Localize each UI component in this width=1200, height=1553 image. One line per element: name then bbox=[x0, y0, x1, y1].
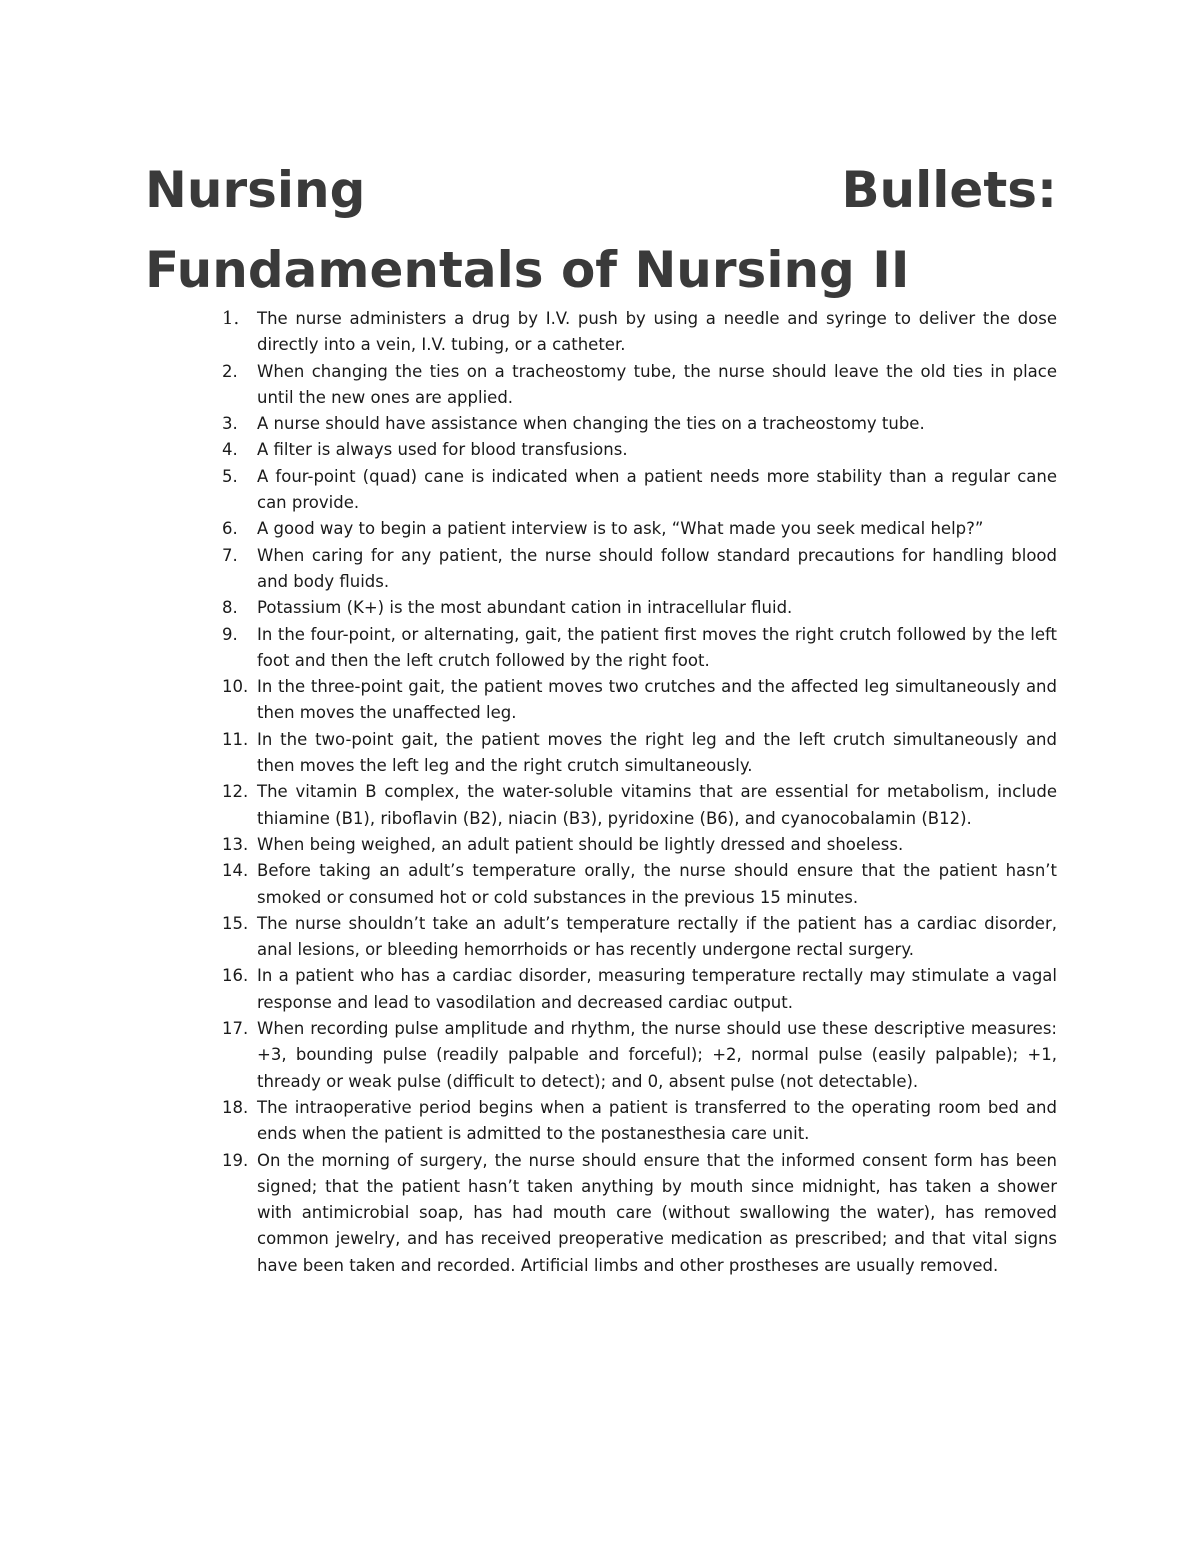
list-item bbox=[145, 543, 1057, 596]
list-item bbox=[145, 1095, 1057, 1148]
item-number: 1. bbox=[222, 308, 240, 329]
list-item bbox=[145, 411, 1057, 437]
item-number: 5. bbox=[222, 466, 238, 486]
item-number: 14. bbox=[222, 861, 249, 881]
bullet-list bbox=[145, 306, 1057, 1279]
list-item bbox=[145, 832, 1057, 858]
item-text: In the four-point, or alternating, gait, the patient first moves the right crutch followed by the left foot and then the left crutch followed by the right foot. bbox=[257, 624, 1057, 670]
item-number: 16. bbox=[222, 966, 249, 986]
item-text: When being weighed, an adult patient should be lightly dressed and shoeless. bbox=[257, 834, 904, 854]
item-text: On the morning of surgery, the nurse should ensure that the informed consent form has been signed; that the patient hasn’t taken anything by mouth since midnight, has taken a shower with antimicrobial soap, has had mouth care (without swallowing the water), has removed common jewelry, and has received preoperative medication as prescribed; and that vital signs have been taken and recorded. Artificial limbs and other prostheses are usually removed. bbox=[257, 1150, 1057, 1275]
document-body bbox=[145, 306, 1057, 1279]
item-text: A four-point (quad) cane is indicated when a patient needs more stability than a regular cane can provide. bbox=[257, 466, 1057, 513]
list-item bbox=[145, 622, 1057, 675]
item-text: When recording pulse amplitude and rhythm, the nurse should use these descriptive measures: +3, bounding pulse (readily palpable and forceful); +2, normal pulse (easily palpable); +1, thready or weak pulse (difficult to detect); and 0, absent pulse (not detectable). bbox=[257, 1019, 1057, 1091]
item-text: The nurse administers a drug by I.V. push by using a needle and syringe to deliver the dose directly into a vein, I.V. tubing, or a catheter. bbox=[257, 309, 1057, 355]
list-item bbox=[145, 359, 1057, 412]
list-item bbox=[145, 595, 1057, 621]
item-text: A filter is always used for blood transfusions. bbox=[257, 440, 628, 460]
item-number: 7. bbox=[222, 545, 238, 565]
item-number: 2. bbox=[222, 361, 238, 381]
list-item bbox=[145, 1016, 1057, 1095]
item-text: The vitamin B complex, the water-soluble vitamins that are essential for metabolism, include thiamine (B1), riboflavin (B2), niacin (B3), pyridoxine (B6), and cyanocobalamin (B12). bbox=[257, 782, 1057, 828]
list-item bbox=[145, 516, 1057, 542]
title-line-1 bbox=[145, 150, 1057, 230]
list-item bbox=[145, 779, 1057, 832]
item-number: 9. bbox=[222, 624, 238, 644]
item-text: The nurse shouldn’t take an adult’s temperature rectally if the patient has a cardiac disorder, anal lesions, or bleeding hemorrhoids or has recently undergone rectal surgery. bbox=[257, 913, 1057, 960]
item-number: 10. bbox=[222, 677, 249, 697]
item-text: A nurse should have assistance when changing the ties on a tracheostomy tube. bbox=[257, 414, 925, 434]
list-item bbox=[145, 727, 1057, 780]
title-word-nursing: Nursing bbox=[145, 161, 366, 219]
list-item bbox=[145, 911, 1057, 964]
list-item bbox=[145, 963, 1057, 1016]
item-number: 8. bbox=[222, 598, 238, 618]
item-number: 6. bbox=[222, 519, 238, 539]
document-title bbox=[145, 150, 1057, 310]
item-text: A good way to begin a patient interview is to ask, “What made you seek medical help?” bbox=[257, 519, 984, 539]
item-number: 18. bbox=[222, 1097, 249, 1117]
title-word-bullets: Bullets: bbox=[841, 161, 1057, 219]
list-item bbox=[145, 437, 1057, 463]
list-item bbox=[145, 1148, 1057, 1279]
title-line-2: Fundamentals of Nursing II bbox=[145, 241, 910, 299]
list-item bbox=[145, 858, 1057, 911]
item-text: In a patient who has a cardiac disorder, measuring temperature rectally may stimulate a vagal response and lead to vasodilation and decreased cardiac output. bbox=[257, 966, 1057, 1012]
list-item bbox=[145, 464, 1057, 517]
item-number: 19. bbox=[222, 1150, 249, 1170]
item-number: 11. bbox=[222, 729, 249, 749]
item-text: In the two-point gait, the patient moves the right leg and the left crutch simultaneously and then moves the left leg and the right crutch simultaneously. bbox=[257, 729, 1057, 776]
list-item bbox=[145, 306, 1057, 359]
item-number: 3. bbox=[222, 414, 238, 434]
item-number: 17. bbox=[222, 1019, 249, 1039]
item-number: 4. bbox=[222, 440, 238, 460]
item-text: When caring for any patient, the nurse should follow standard precautions for handling blood and body fluids. bbox=[257, 545, 1057, 591]
item-number: 15. bbox=[222, 913, 249, 933]
item-text: Before taking an adult’s temperature orally, the nurse should ensure that the patient hasn’t smoked or consumed hot or cold substances in the previous 15 minutes. bbox=[257, 861, 1057, 907]
item-number: 13. bbox=[222, 834, 249, 854]
item-text: The intraoperative period begins when a patient is transferred to the operating room bed and ends when the patient is admitted to the postanesthesia care unit. bbox=[257, 1097, 1057, 1144]
list-item bbox=[145, 674, 1057, 727]
item-number: 12. bbox=[222, 782, 249, 802]
item-text: Potassium (K+) is the most abundant cation in intracellular fluid. bbox=[257, 598, 793, 618]
item-text: In the three-point gait, the patient moves two crutches and the affected leg simultaneously and then moves the unaffected leg. bbox=[257, 677, 1057, 723]
item-text: When changing the ties on a tracheostomy tube, the nurse should leave the old ties in place until the new ones are applied. bbox=[257, 361, 1057, 407]
